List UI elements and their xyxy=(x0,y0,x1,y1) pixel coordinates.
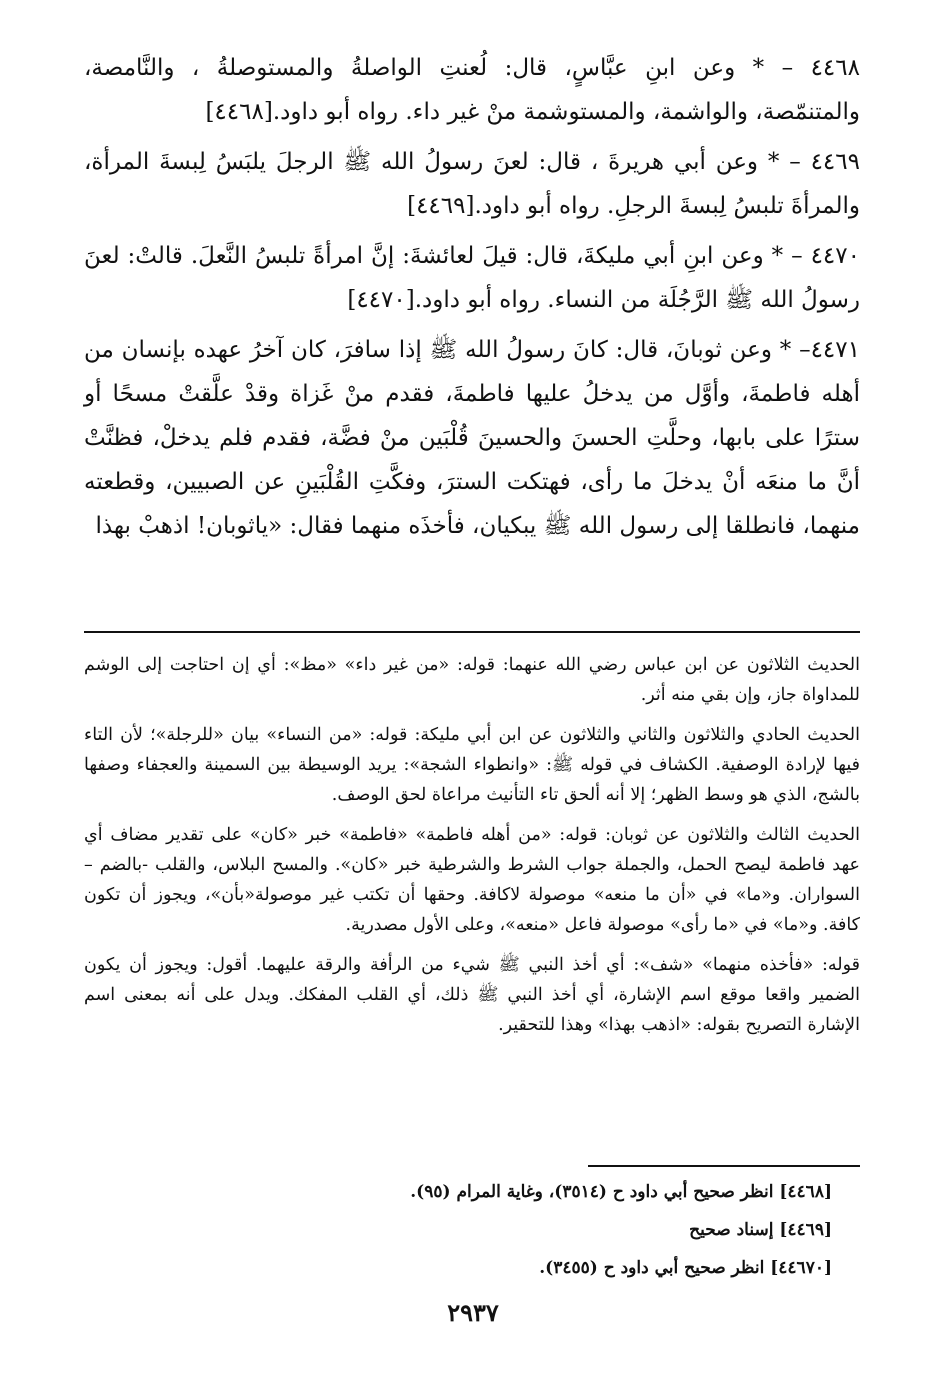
footnote-4470: [٤٤٦٧٠] انظر صحيح أبي داود ح (٣٤٥٥). xyxy=(539,1258,832,1278)
footnote-divider xyxy=(588,1165,860,1167)
commentary-paragraph: الحديث الحادي والثلاثون والثاني والثلاثون عن ابن أبي مليكة: قوله: «من النساء» بيان «للرجلة»؛ لأن التاء فيها لإرادة الوصفية. الكشاف في قوله ﷺ: «وانطواء الشجة»: يريد الوسيطة بين السمينة والعجفاء وصفها بالشج، الذي هو وسط الظهر؛ إلا أنه ألحق تاء التأنيث مراعاة لحق الوصف. xyxy=(84,725,860,805)
footnote-4469: [٤٤٦٩] إسناد صحيح xyxy=(689,1220,832,1240)
hadith-4468: ٤٤٦٨ – * وعن ابنِ عبَّاسٍ، قال: لُعنتِ الواصلةُ والمستوصلةُ ، والنَّامصة، والمتنمّصة، والواشمة، والمستوشمة منْ غير داء. رواه أبو داود.[٤٤٦٨] xyxy=(84,55,860,125)
footnote-4468: [٤٤٦٨] انظر صحيح أبي داود ح (٣٥١٤)، وغاية المرام (٩٥). xyxy=(410,1182,832,1202)
hadith-section xyxy=(84,46,860,554)
commentary-paragraph: الحديث الثلاثون عن ابن عباس رضي الله عنهما: قوله: «من غير داء» «مظ»: أي إن احتاجت إلى الوشم للمداواة جاز، وإن بقي منه أثر. xyxy=(84,655,860,705)
hadith-4471: ٤٤٧١– * وعن ثوبانَ، قال: كانَ رسولُ الله ﷺ إذا سافرَ، كان آخرُ عهده بإنسان من أهله فاطمةَ، وأوَّل من يدخلُ عليها فاطمةَ، فقدم منْ غَزاة وقدْ علَّقتْ مسحًا أو سترًا على بابها، وحلَّتِ الحسنَ والحسينَ قُلْبَين منْ فضَّة، فقدم فلم يدخلْ، فظنَّتْ أنَّ ما منعَه أنْ يدخلَ ما رأى، فهتكت السترَ، وفكَّتِ القُلْبَينِ عن الصبيين، وقطعته منهما، فانطلقا إلى رسول الله ﷺ يبكيان، فأخذَه منهما فقال: «ياثوبان! اذهبْ بهذا xyxy=(84,337,860,539)
hadith-4469: ٤٤٦٩ – * وعن أبي هريرةَ ، قال: لعنَ رسولُ الله ﷺ الرجلَ يلبَسُ لِبسةَ المرأة، والمرأةَ تلبسُ لِبسةَ الرجلِ. رواه أبو داود.[٤٤٦٩] xyxy=(84,149,860,219)
section-divider xyxy=(84,631,860,633)
commentary-section xyxy=(84,650,860,1050)
page-number: ٢٩٣٧ xyxy=(447,1298,499,1327)
commentary-paragraph: قوله: «فأخذه منهما» «شف»: أي أخذ النبي ﷺ شيء من الرأفة والرقة عليهما. أقول: ويجوز أن يكون الضمير واقعا موقع اسم الإشارة، أي أخذ النبي ﷺ ذلك، أي القلب المفكك. ويدل على أنه بمعنى اسم الإشارة التصريح بقوله: «اذهب بهذا» وهذا للتحقير. xyxy=(84,955,860,1035)
footnotes-section xyxy=(84,1176,832,1290)
hadith-4470: ٤٤٧٠ – * وعن ابنِ أبي مليكةَ، قال: قيلَ لعائشةَ: إنَّ امرأةً تلبسُ النَّعلَ. قالتْ: لعنَ رسولُ الله ﷺ الرَّجُلَة من النساء. رواه أبو داود.[٤٤٧٠] xyxy=(84,243,860,313)
commentary-paragraph: الحديث الثالث والثلاثون عن ثوبان: قوله: «من أهله فاطمة» «فاطمة» خبر «كان» على تقدير مضاف أي عهد فاطمة ليصح الحمل، والجملة جواب الشرط والشرطية خبر «كان». والمسح البلاس، والقلب -بالضم – السواران. و«ما» في «أن ما منعه» موصولة لاكافة. وحقها أن تكتب غير موصولة«بأن»، ويجوز أن تكون كافة. و«ما» في «ما رأى» موصولة فاعل «منعه»، وعلى الأول مصدرية. xyxy=(84,825,860,935)
